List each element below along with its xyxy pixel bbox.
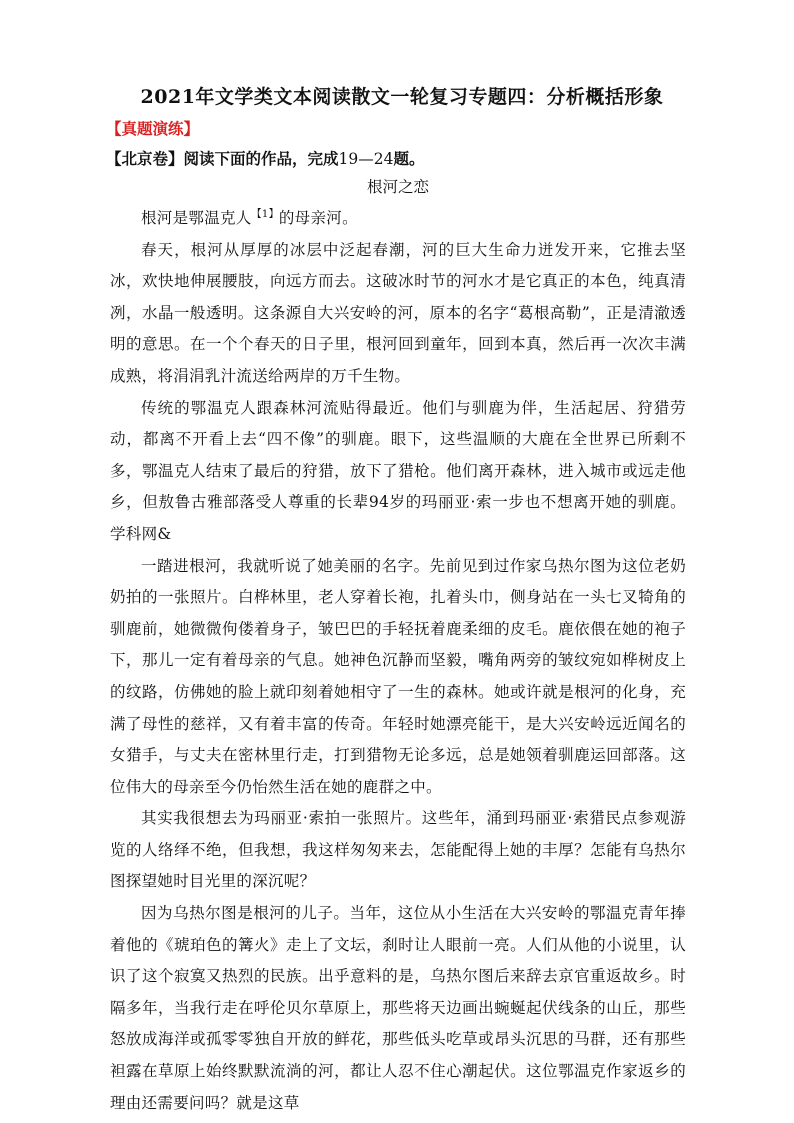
paragraph-5: 其实我很想去为玛丽亚·索拍一张照片。这些年，涌到玛丽亚·索猎民点参观游览的人络绎不绝，但我想，我这样匆匆来去，怎能配得上她的丰厚？怎能有乌热尔图探望她时目光里的深沉呢？: [110, 809, 686, 891]
paragraph-3: 传统的鄂温克人跟森林河流贴得最近。他们与驯鹿为伴，生活起居、狩猎劳动，都离不开看上去“四不像”的驯鹿。眼下，这些温顺的大鹿在全世界已所剩不多，鄂温克人结束了最后的狩猎，放下了猎枪。他们离开森林，进入城市或远走他乡，但敖鲁古雅部落受人尊重的长辈94岁的玛丽亚·索一步也不想离开她的驯鹿。学科网&: [110, 398, 686, 543]
paragraph-6: 因为乌热尔图是根河的儿子。当年，这位从小生活在大兴安岭的鄂温克青年捧着他的《琥珀色的篝火》走上了文坛，刹时让人眼前一亮。人们从他的小说里，认识了这个寂寞又热烈的民族。出乎意料的是，乌热尔图后来辞去京官重返故乡。时隔多年，当我行走在呼伦贝尔草原上，那些将天边画出蜿蜒起伏线条的山丘，那些怒放成海洋或孤零零独自开放的鲜花，那些低头吃草或昂头沉思的马群，还有那些袒露在草原上始终默默流淌的河，都让人忍不住心潮起伏。这位鄂温克作家返乡的理由还需要问吗？就是这草: [110, 904, 686, 1112]
intro-suffix: 题。: [393, 149, 425, 168]
paragraph-4: 一踏进根河，我就听说了她美丽的名字。先前见到过作家乌热尔图为这位老奶奶拍的一张照片。白桦林里，老人穿着长袍，扎着头巾，侧身站在一头七叉犄角的驯鹿前，她微微佝偻着身子，皱巴巴的手轻抚着鹿柔细的皮毛。鹿依偎在她的袍子下，那儿一定有着母亲的气息。她神色沉静而坚毅，嘴角两旁的皱纹宛如桦树皮上的纹路，仿佛她的脸上就印刻着她相守了一生的森林。她或许就是根河的化身，充满了母性的慈祥，又有着丰富的传奇。年轻时她漂亮能干，是大兴安岭远近闻名的女猎手，与丈夫在密林里行走，打到猎物无论多远，总是她领着驯鹿运回部落。这位伟大的母亲至今仍怡然生活在她的鹿群之中。: [110, 556, 686, 796]
section-tag: 【真题演练】: [106, 119, 200, 138]
page-title: 2021年文学类文本阅读散文一轮复习专题四：分析概括形象: [140, 86, 664, 108]
footnote-marker: 【1】: [251, 208, 279, 220]
intro-prefix: 【北京卷】阅读下面的作品，完成: [106, 149, 339, 168]
paragraph-1-start: 根河是鄂温克人: [141, 209, 252, 227]
paragraph-1: [110, 203, 686, 235]
essay-title: 根河之恋: [366, 179, 429, 196]
intro-range: 19—24: [338, 150, 394, 168]
paragraph-2: 春天，根河从厚厚的冰层中泛起春潮，河的巨大生命力迸发开来，它推去坚冰，欢快地伸展腰肢，向远方而去。这破冰时节的河水才是它真正的本色，纯真清冽，水晶一般透明。这条源自大兴安岭的河，原本的名字“葛根高勒”，正是清澈透明的意思。在一个个春天的日子里，根河回到童年，回到本真，然后再一次次丰满成熟，将涓涓乳汁流送给两岸的万千生物。: [110, 240, 686, 385]
question-intro: [106, 146, 686, 172]
paragraph-1-end: 的母亲河。: [278, 209, 358, 227]
